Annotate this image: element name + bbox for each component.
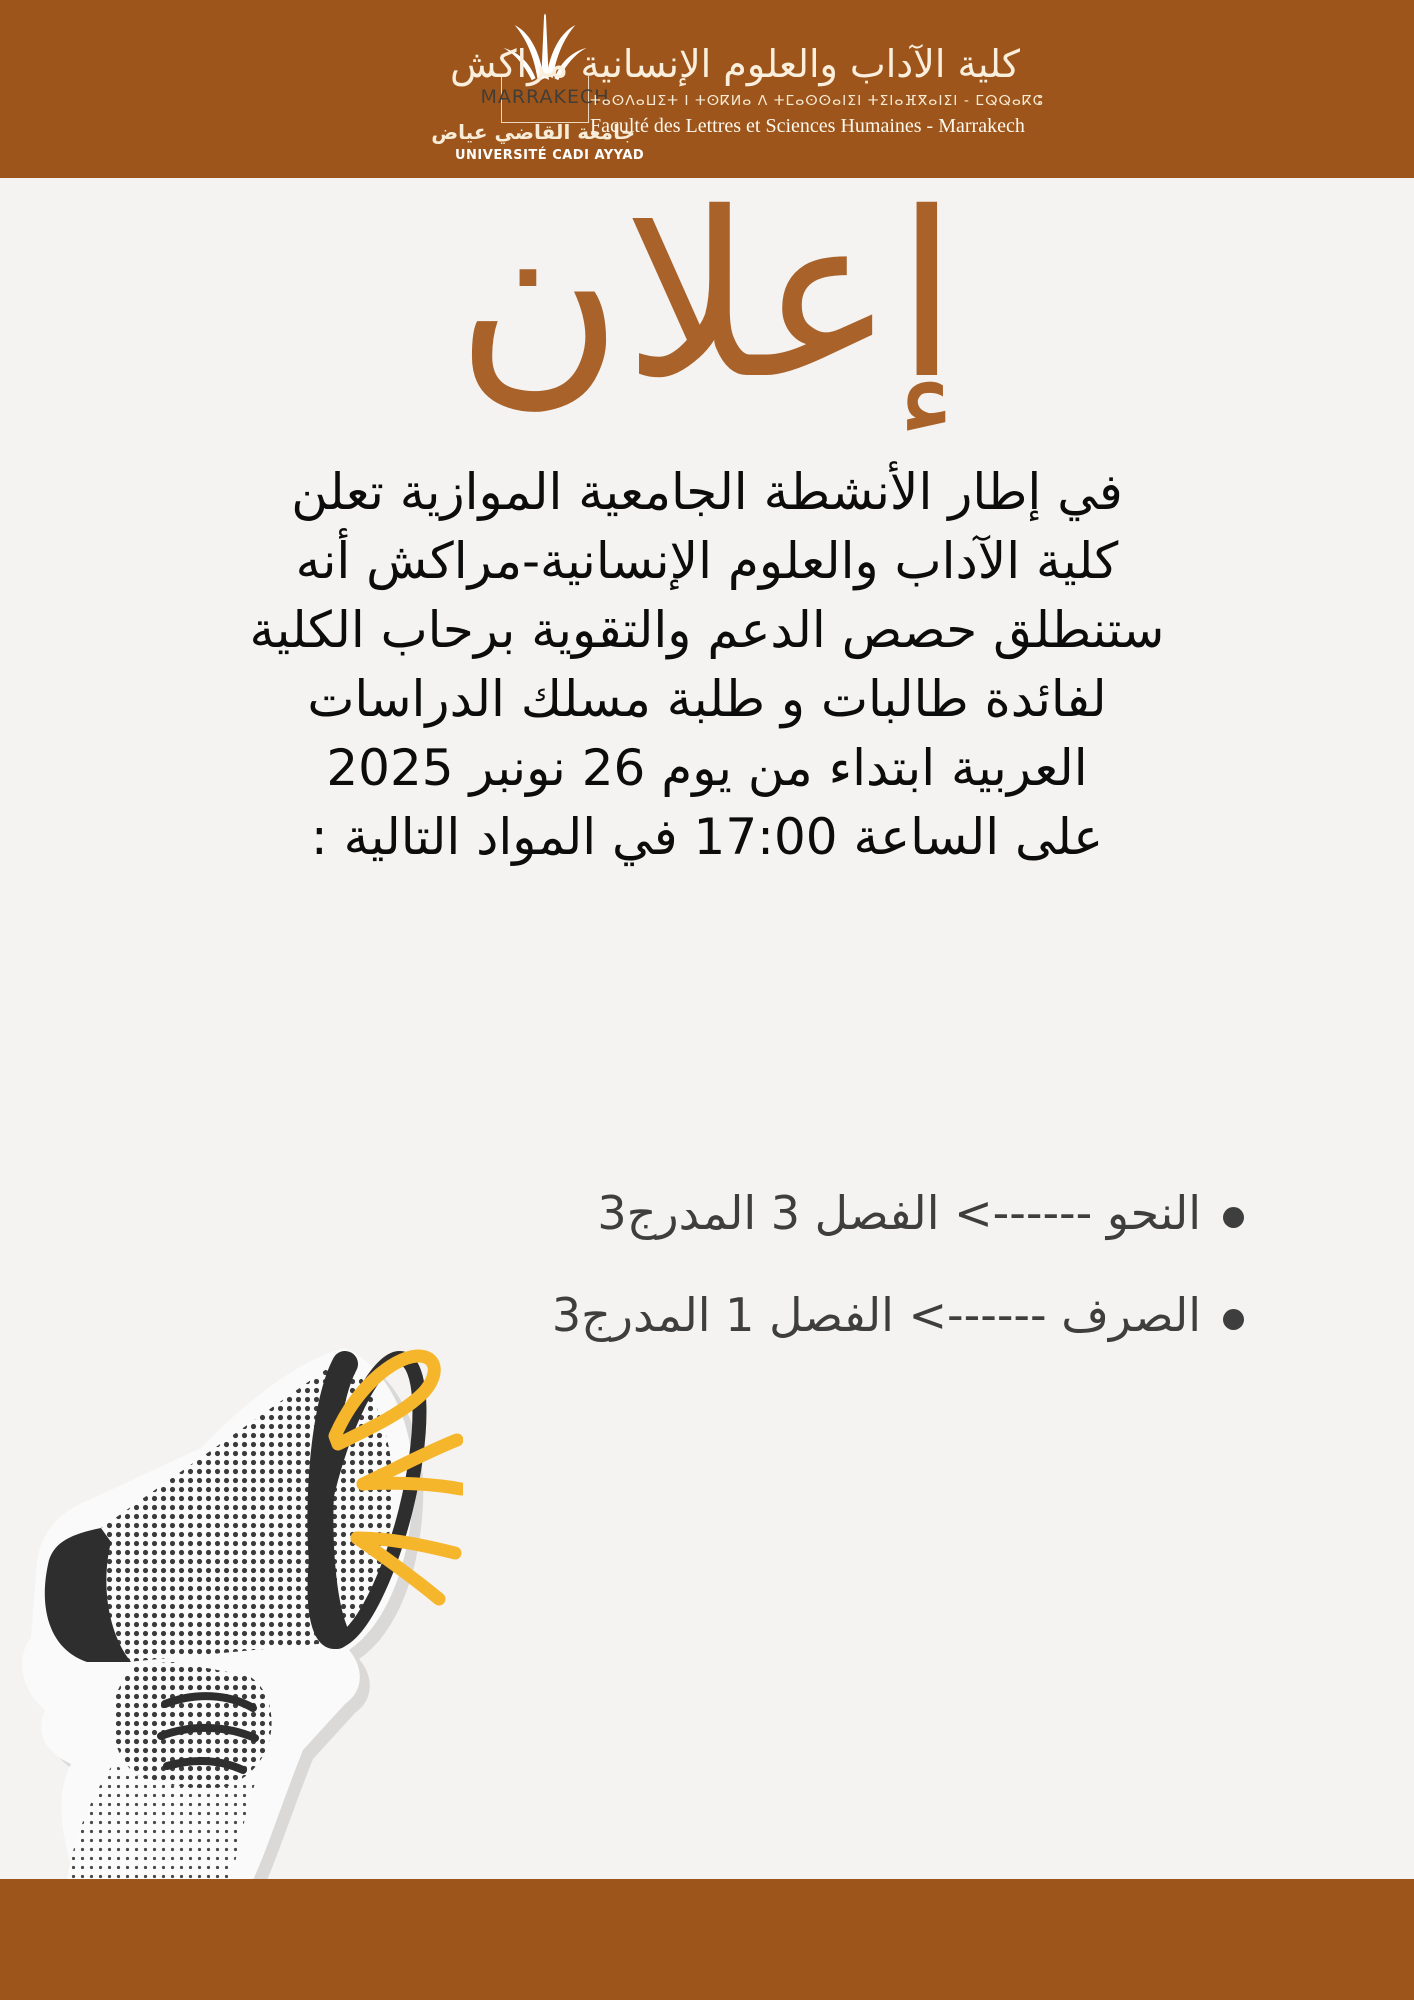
schedule-item-text: الصرف ------> الفصل 1 المدرج3: [551, 1288, 1201, 1342]
body-line: على الساعة 17:00 في المواد التالية :: [310, 808, 1104, 866]
body-line: ستنطلق حصص الدعم والتقوية برحاب الكلية: [249, 601, 1165, 659]
faculty-name-tifinagh: ⵜⴰⵙⴷⴰⵡⵉⵜ ⵏ ⵜⵙⴽⵍⴰ ⴷ ⵜⵎⴰⵙⵙⴰⵏⵉⵏ ⵜⵉⵏⴰⴼⴳⴰⵏⵉⵏ - ⵎⵕⵕⴰⴽⵛ: [590, 93, 1044, 109]
schedule-item-text: النحو ------> الفصل 3 المدرج3: [597, 1186, 1201, 1240]
logo-brand-text: MARRAKECH: [480, 86, 610, 108]
body-line: في إطار الأنشطة الجامعية الموازية تعلن: [291, 463, 1123, 521]
bullet-icon: [1223, 1309, 1244, 1330]
schedule-item: [552, 1186, 1244, 1240]
poster-title: إعلان: [455, 163, 959, 429]
body-line: لفائدة طالبات و طلبة مسلك الدراسات: [307, 670, 1107, 728]
faculty-name-french: Faculté des Lettres et Sciences Humaines - Marrakech: [590, 115, 1025, 137]
university-name-arabic: جامعة القاضي عياض: [431, 120, 635, 144]
course-schedule-list: [552, 1186, 1244, 1390]
footer-band: [0, 1879, 1414, 2000]
university-name-french: UNIVERSITÉ CADI AYYAD: [455, 148, 645, 163]
announcement-body: [57, 458, 1357, 872]
bullet-icon: [1223, 1207, 1244, 1228]
header-band: [0, 0, 1414, 178]
megaphone-illustration: [15, 1332, 463, 1880]
body-line: العربية ابتداء من يوم 26 نونبر 2025: [326, 739, 1088, 797]
body-line: كلية الآداب والعلوم الإنسانية-مراكش أنه: [295, 532, 1119, 590]
schedule-item: [552, 1288, 1244, 1342]
faculty-name-arabic: كلية الآداب والعلوم الإنسانية مراكش: [450, 42, 1020, 86]
